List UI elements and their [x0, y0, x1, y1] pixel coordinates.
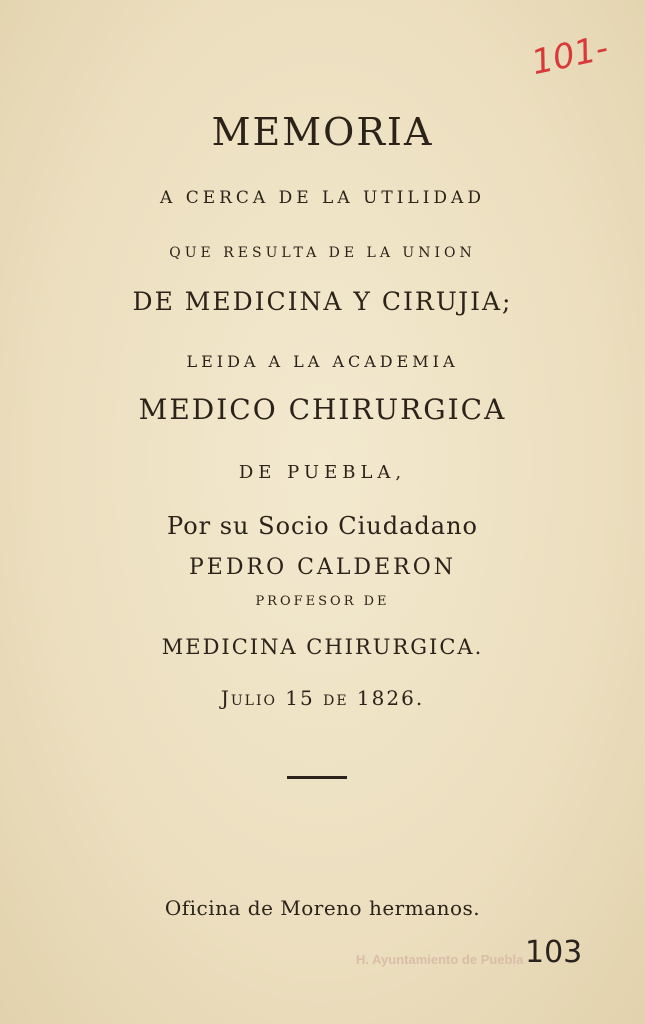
author-discipline: MEDICINA CHIRURGICA. — [161, 635, 484, 659]
academy-name: MEDICO CHIRURGICA — [138, 393, 507, 426]
author-name: PEDRO CALDERON — [189, 555, 456, 580]
document-title: MEMORIA — [211, 110, 434, 154]
handwritten-page-number-bottom: 103 — [525, 935, 583, 970]
handwritten-page-number-top: 101- — [528, 27, 612, 84]
ornamental-rule — [287, 776, 347, 779]
subtitle-line-1: A CERCA DE LA UTILIDAD — [160, 188, 485, 208]
library-watermark: H. Ayuntamiento de Puebla — [356, 952, 524, 967]
city-line: DE PUEBLA, — [238, 462, 407, 483]
printer-imprint: Oficina de Moreno hermanos. — [164, 896, 481, 920]
subtitle-line-4: LEIDA A LA ACADEMIA — [186, 352, 459, 371]
author-role: PROFESOR DE — [255, 594, 390, 609]
author-intro: Por su Socio Ciudadano — [167, 512, 478, 540]
publication-date: Julio 15 de 1826. — [220, 686, 425, 710]
subtitle-line-3: DE MEDICINA Y CIRUJIA; — [132, 287, 513, 316]
subtitle-line-2: QUE RESULTA DE LA UNION — [169, 245, 476, 261]
